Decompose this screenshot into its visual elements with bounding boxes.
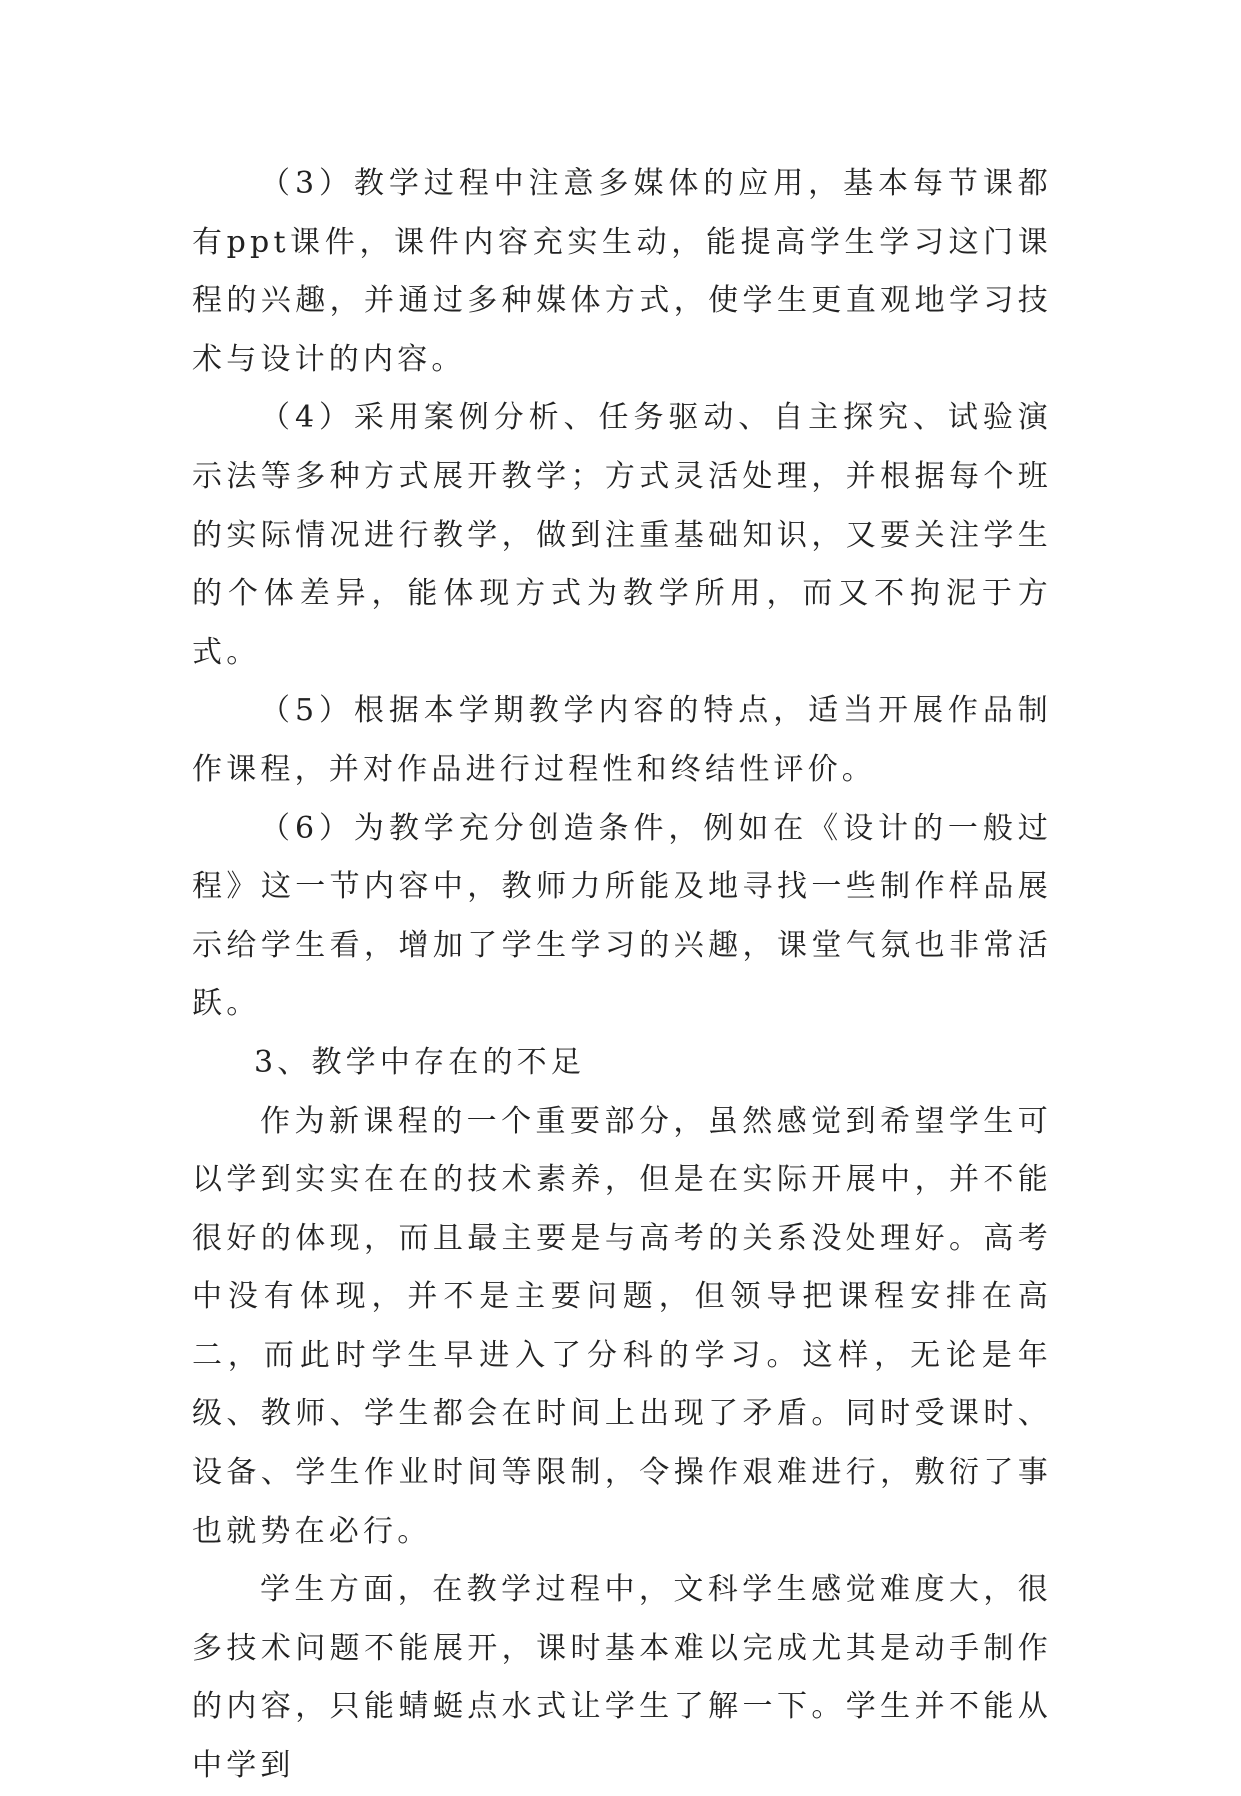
- section-heading-shortcomings: 3、教学中存在的不足: [254, 1044, 586, 1080]
- paragraph-conditions: （6）为教学充分创造条件，例如在《设计的一般过程》这一节内容中，教师力所能及地寻找一些制作样品展示给学生看，增加了学生学习的兴趣，课堂气氛也非常活跃。: [192, 810, 1052, 1022]
- paragraph-students: 学生方面，在教学过程中，文科学生感觉难度大，很多技术问题不能展开，课时基本难以完成尤其是动手制作的内容，只能蜻蜓点水式让学生了解一下。学生并不能从中学到: [192, 1572, 1052, 1784]
- paragraph-works-production: （5）根据本学期教学内容的特点，适当开展作品制作课程，并对作品进行过程性和终结性评价。: [192, 693, 1052, 787]
- paragraph-multimedia: （3）教学过程中注意多媒体的应用，基本每节课都有ppt课件，课件内容充实生动，能提高学生学习这门课程的兴趣，并通过多种媒体方式，使学生更直观地学习技术与设计的内容。: [192, 166, 1052, 377]
- document-body: [192, 155, 1052, 1796]
- paragraph-new-curriculum: 作为新课程的一个重要部分，虽然感觉到希望学生可以学到实实在在的技术素养，但是在实际开展中，并不能很好的体现，而且最主要是与高考的关系没处理好。高考中没有体现，并不是主要问题，但领导把课程安排在高二，而此时学生早进入了分科的学习。这样，无论是年级、教师、学生都会在时间上出现了矛盾。同时受课时、设备、学生作业时间等限制，令操作艰难进行，敷衍了事也就势在必行。: [192, 1103, 1052, 1549]
- paragraph-teaching-methods: （4）采用案例分析、任务驱动、自主探究、试验演示法等多种方式展开教学；方式灵活处理，并根据每个班的实际情况进行教学，做到注重基础知识，又要关注学生的个体差异，能体现方式为教学所用，而又不拘泥于方式。: [192, 400, 1052, 670]
